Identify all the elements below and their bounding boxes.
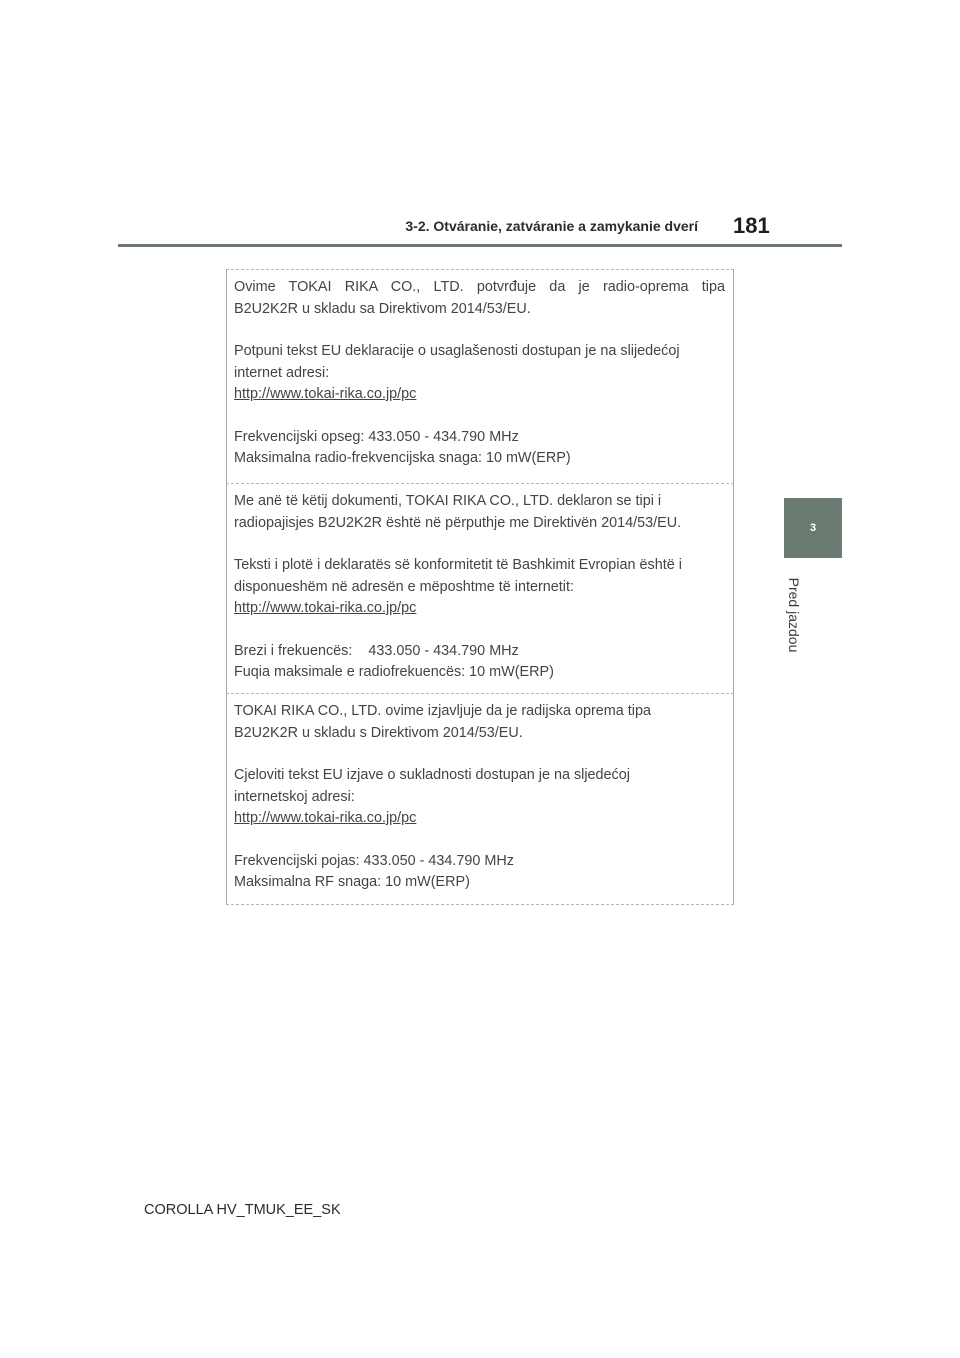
fulltext-line-1: Cjeloviti tekst EU izjave o sukladnosti dostupan je na sljedećoj — [234, 767, 630, 783]
section-title: 3-2. Otváranie, zatváranie a zamykanie dverí — [405, 218, 698, 234]
declaration-box-2 — [226, 483, 734, 693]
fulltext-line-1: Teksti i plotë i deklaratës së konformitetit të Bashkimit Evropian është i — [234, 557, 682, 573]
declaration-link[interactable]: http://www.tokai-rika.co.jp/pc — [234, 810, 417, 826]
frequency-range: Brezi i frekuencës: 433.050 - 434.790 MHz — [234, 642, 519, 659]
chapter-tab[interactable] — [784, 498, 842, 558]
declaration-link[interactable]: http://www.tokai-rika.co.jp/pc — [234, 600, 417, 616]
page-number: 181 — [733, 213, 770, 238]
max-power: Fuqia maksimale e radiofrekuencës: 10 mW(ERP) — [234, 664, 554, 680]
chapter-label — [774, 570, 814, 660]
fulltext-line-2: internet adresi: — [234, 364, 330, 381]
declaration-line-1: Ovime TOKAI RIKA CO., LTD. potvrđuje da je radio-oprema tipa — [234, 279, 725, 295]
declaration-line-1: Me anë të këtij dokumenti, TOKAI RIKA CO., LTD. deklaron se tipi i — [234, 493, 662, 509]
frequency-range: Frekvencijski opseg: 433.050 - 434.790 MHz — [234, 428, 519, 445]
max-power: Maksimalna RF snaga: 10 mW(ERP) — [234, 874, 470, 890]
declaration-link[interactable]: http://www.tokai-rika.co.jp/pc — [234, 386, 417, 402]
fulltext-line-1: Potpuni tekst EU deklaracije o usaglašenosti dostupan je na slijedećoj — [234, 343, 680, 359]
max-power: Maksimalna radio-frekvencijska snaga: 10 mW(ERP) — [234, 450, 571, 466]
chapter-number: 3 — [809, 522, 817, 534]
declaration-line-2: B2U2K2R u skladu sa Direktivom 2014/53/EU. — [234, 300, 531, 317]
chapter-label-text: Pred jazdou — [786, 577, 802, 653]
fulltext-line-2: internetskoj adresi: — [234, 788, 355, 805]
fulltext-line-2: disponueshëm në adresën e mëposhtme të internetit: — [234, 578, 574, 595]
declaration-line-2: radiopajisjes B2U2K2R është në përputhje me Direktivën 2014/53/EU. — [234, 514, 682, 531]
document-code: COROLLA HV_TMUK_EE_SK — [144, 1202, 341, 1218]
header-rule — [118, 244, 842, 247]
frequency-range: Frekvencijski pojas: 433.050 - 434.790 MHz — [234, 852, 514, 869]
declaration-line-2: B2U2K2R u skladu s Direktivom 2014/53/EU. — [234, 724, 523, 741]
declaration-box-1 — [226, 269, 734, 483]
declaration-line-1: TOKAI RIKA CO., LTD. ovime izjavljuje da je radijska oprema tipa — [234, 703, 651, 719]
declaration-box-3 — [226, 693, 734, 905]
